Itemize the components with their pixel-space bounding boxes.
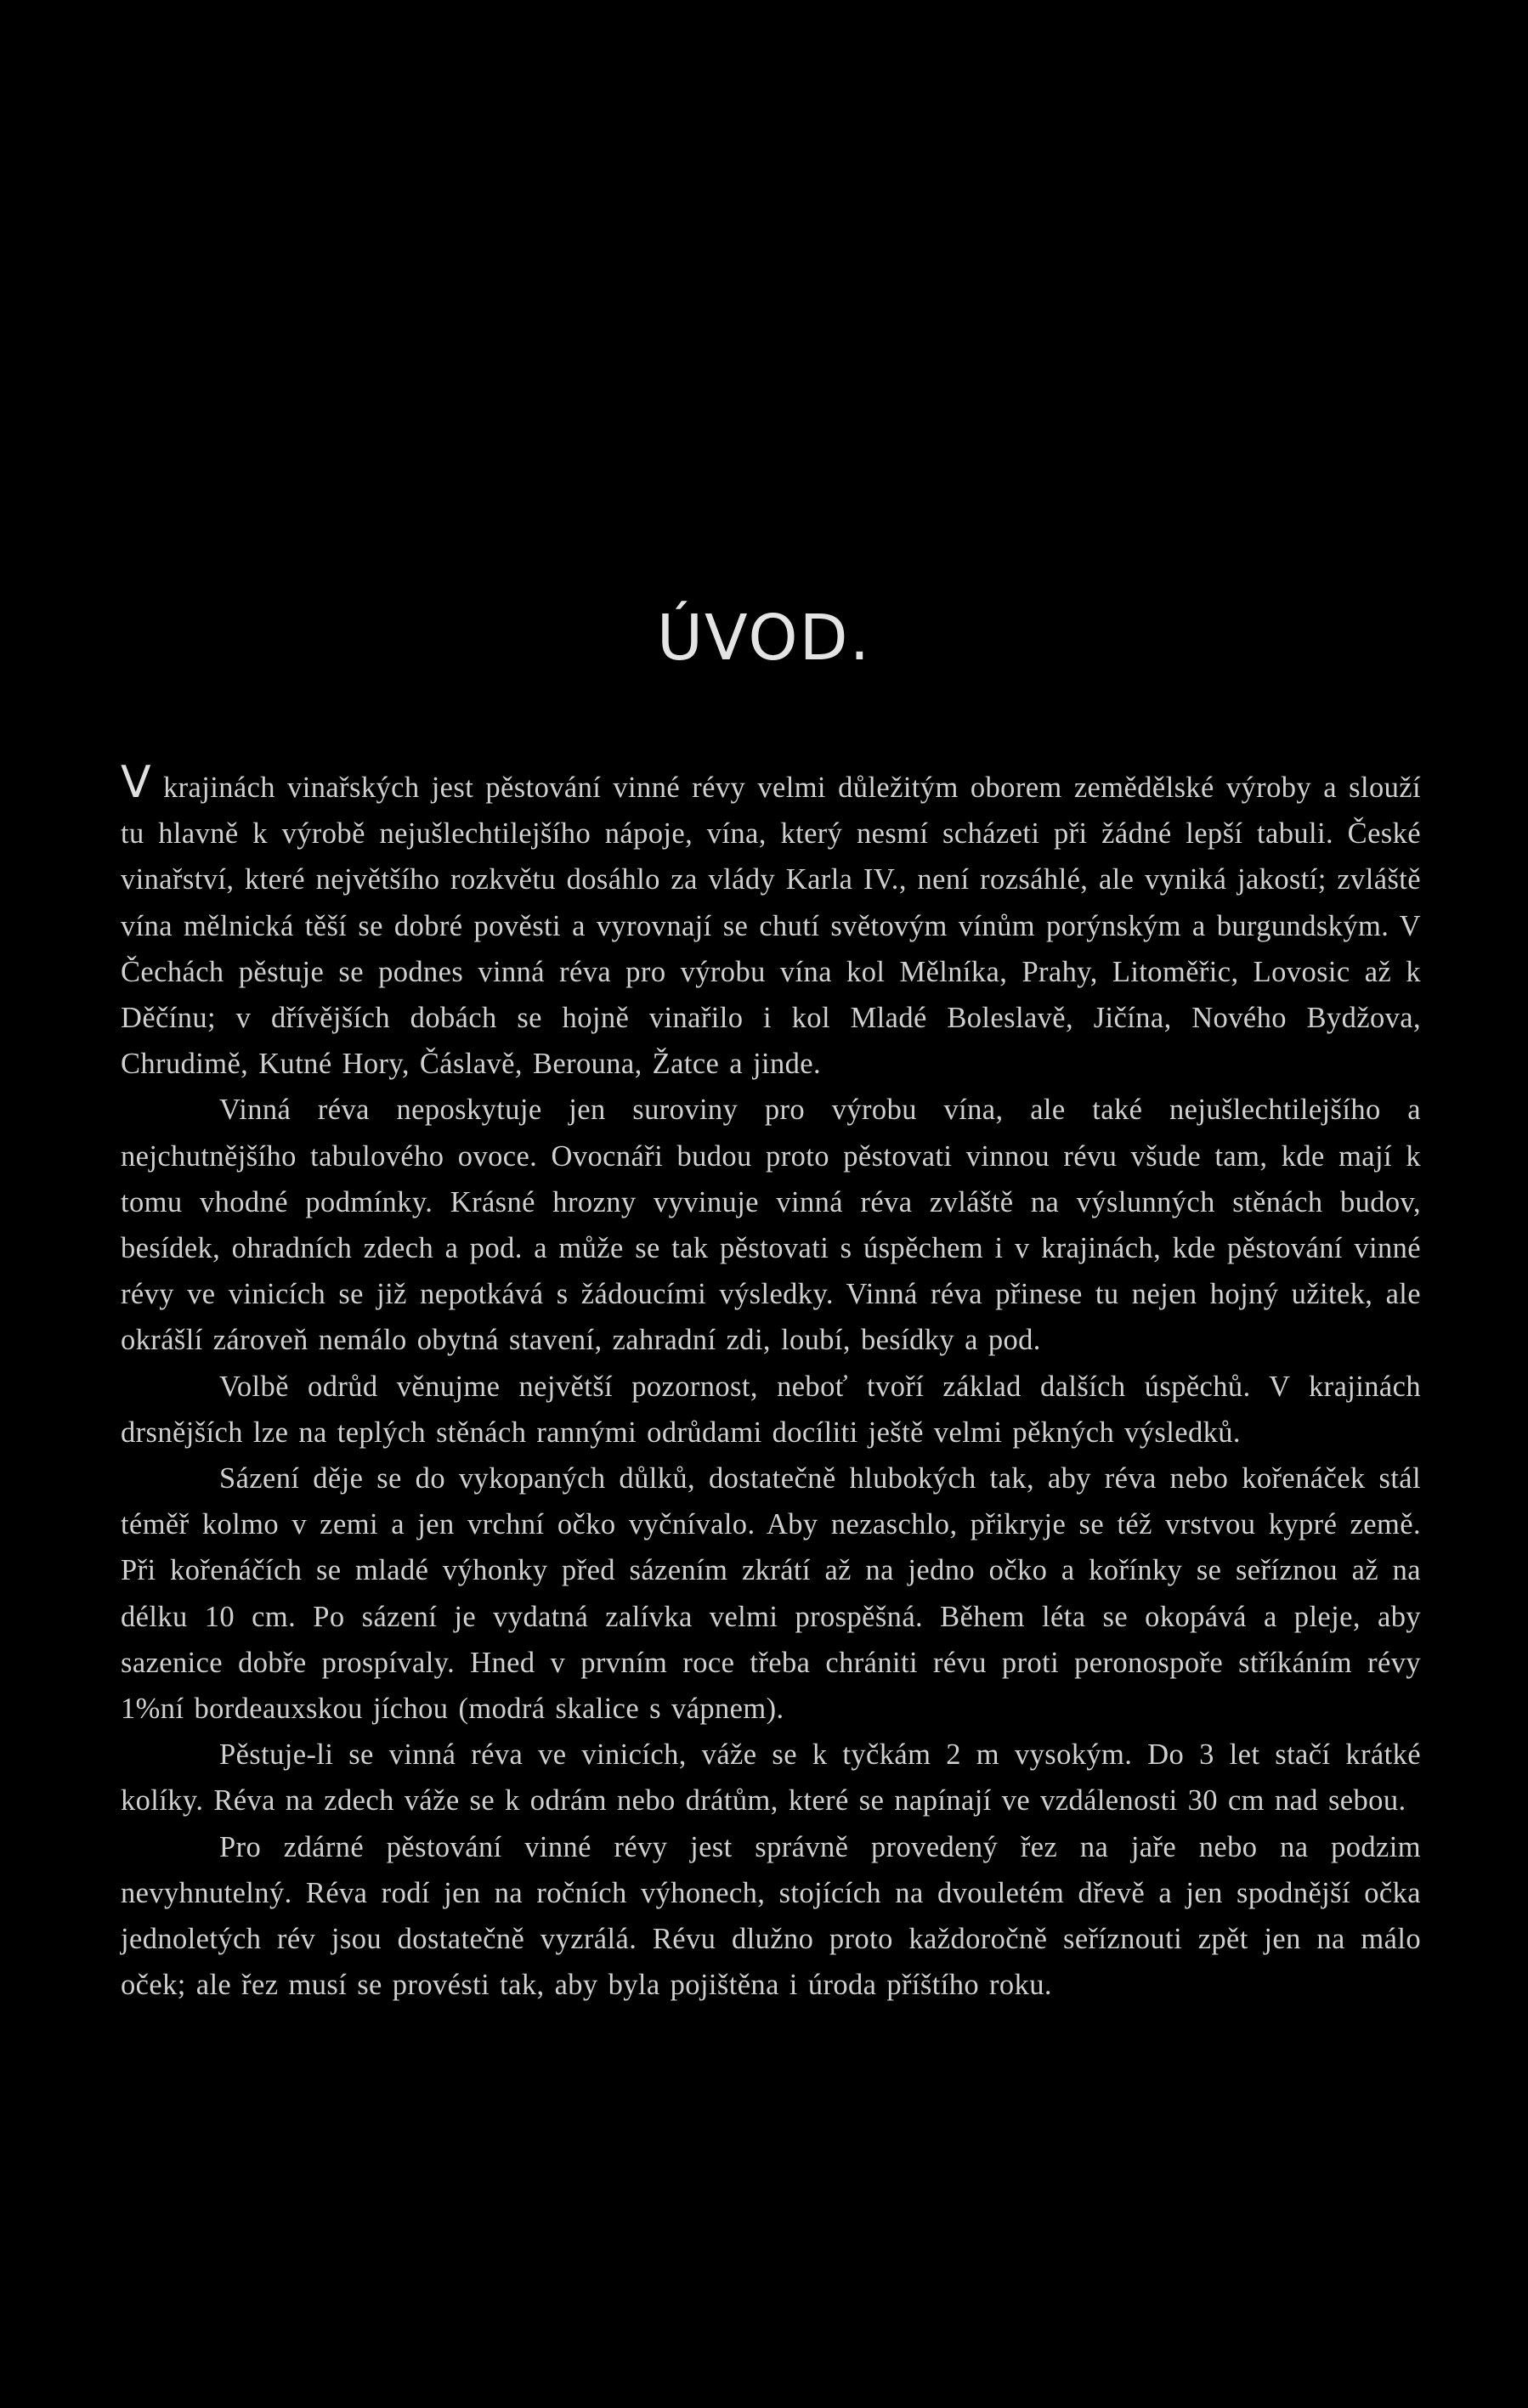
paragraph [121, 757, 1421, 1087]
page-title: ÚVOD. [656, 602, 872, 675]
paragraph: Sázení děje se do vykopaných důlků, dostatečně hlubokých tak, aby réva nebo kořenáček stál téměř kolmo v zemi a jen vrchní očko vyčnívalo. Aby nezaschlo, přikryje se též vrstvou kypré země. Při kořenáčích se mladé výhonky před sázením zkrátí až na jedno očko a kořínky se seříznou až na délku 10 cm. Po sázení je vydatná zalívka velmi prospěšná. Během léta se okopává a pleje, aby sazenice dobře prospívaly. Hned v prvním roce třeba chrániti révu proti peronospoře stříkáním révy 1%ní bordeauxskou jíchou (modrá skalice s vápnem). [121, 1462, 1421, 1726]
paragraph: Vinná réva neposkytuje jen suroviny pro výrobu vína, ale také nejušlechtilejšího a nejchutnějšího tabulového ovoce. Ovocnáři budou proto pěstovati vinnou révu všude tam, kde mají k tomu vhodné podmínky. Krásné hrozny vyvinuje vinná réva zvláště na výslunných stěnách budov, besídek, ohradních zdech a pod. a může se tak pěstovati s úspěchem i v krajinách, kde pěstování vinné révy ve vinicích se již nepotkává s žádoucími výsledky. Vinná réva přinese tu nejen hojný užitek, ale okrášlí zároveň nemálo obytná stavení, zahradní zdi, loubí, besídky a pod. [121, 1094, 1421, 1357]
paragraph-text: krajinách vinařských jest pěstování vinné révy velmi důležitým oborem zemědělské výroby a slouží tu hlavně k výrobě nejušlechtilejšího nápoje, vína, který nesmí scházeti při žádné lepší tabuli. České vinařství, které největšího rozkvětu dosáhlo za vlády Karla IV., není rozsáhlé, ale vyniká jakostí; zvláště vína mělnická těší se dobré pověsti a vyrovnají se chutí světovým vínům porýnským a burgundským. V Čechách pěstuje se podnes vinná réva pro výrobu vína kol Mělníka, Prahy, Litoměřic, Lovosic až k Děčínu; v dřívějších dobách se hojně vinařilo i kol Mladé Boleslavě, Jičína, Nového Bydžova, Chrudimě, Kutné Hory, Čáslavě, Berouna, Žatce a jinde. [121, 772, 1421, 1081]
paragraph: Volbě odrůd věnujme největší pozornost, neboť tvoří základ dalších úspěchů. V krajinách drsnějších lze na teplých stěnách rannými odrůdami docíliti ještě velmi pěkných výsledků. [121, 1370, 1421, 1449]
body-text [121, 757, 1421, 2008]
paragraph: Pro zdárné pěstování vinné révy jest správně provedený řez na jaře nebo na podzim nevyhnutelný. Réva rodí jen na ročních výhonech, stojících na dvouletém dřevě a jen spodnější očka jednoletých rév jsou dostatečně vyzrálá. Révu dlužno proto každoročně seříznouti zpět jen na málo oček; ale řez musí se provésti tak, aby byla pojištěna i úroda příštího roku. [121, 1830, 1421, 2002]
paragraph: Pěstuje-li se vinná réva ve vinicích, váže se k tyčkám 2 m vysokým. Do 3 let stačí krátké kolíky. Réva na zdech váže se k odrám nebo drátům, které se napínají ve vzdálenosti 30 cm nad sebou. [121, 1738, 1421, 1817]
drop-cap: V [121, 757, 151, 808]
